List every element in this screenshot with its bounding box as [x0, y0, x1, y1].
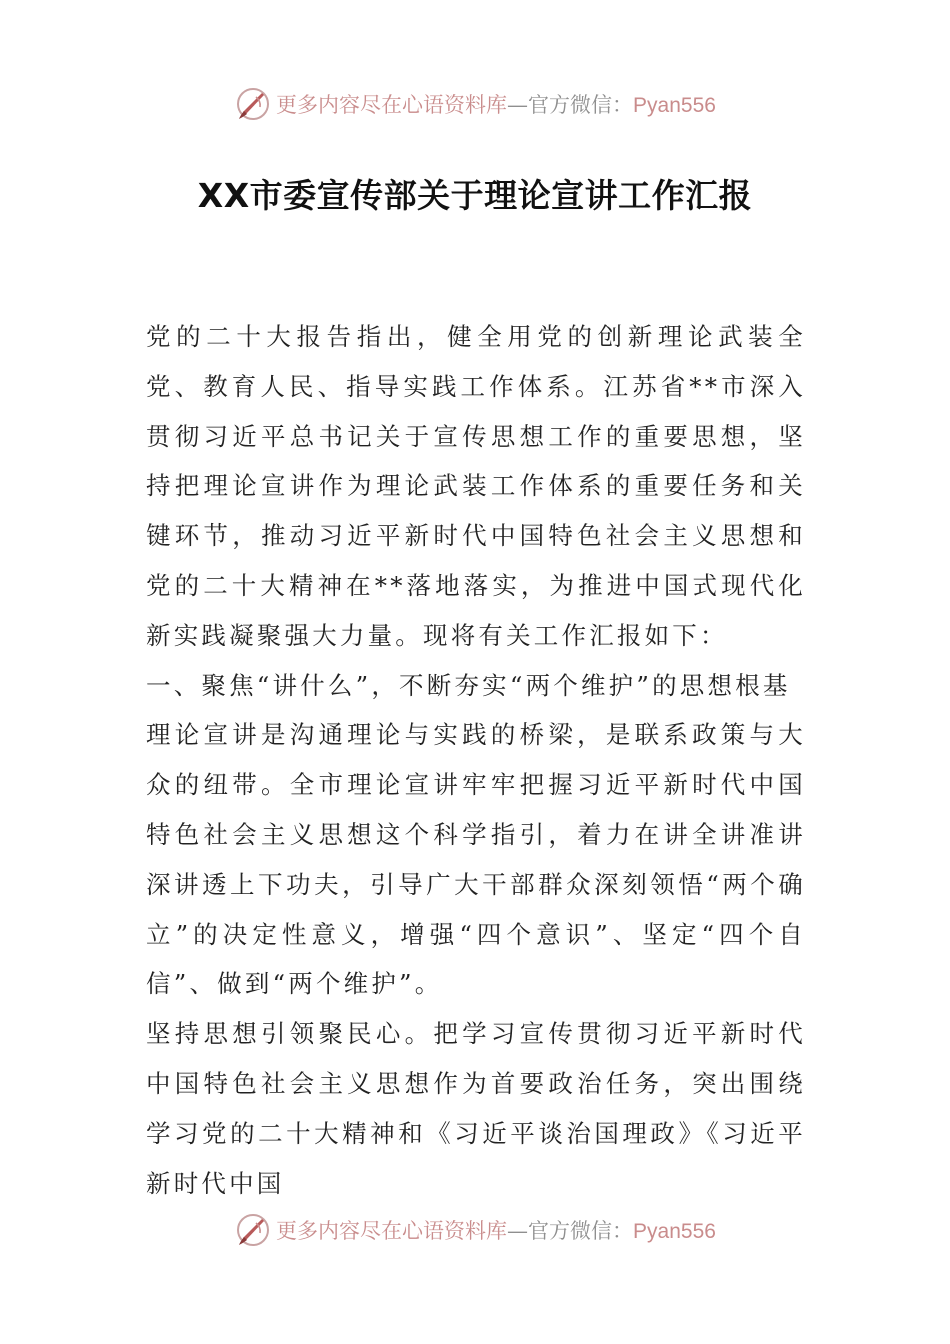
quill-seal-logo-icon	[234, 85, 272, 123]
quill-seal-logo-icon	[234, 1211, 272, 1249]
paragraph-intro: 党的二十大报告指出，健全用党的创新理论武装全党、教育人民、指导实践工作体系。江苏省**市深入贯彻习近平总书记关于宣传思想工作的重要思想，坚持把理论宣讲作为理论武装工作体系的重要任务和关键环节，推动习近平新时代中国特色社会主义思想和党的二十大精神在**落地落实，为推进中国式现代化新实践凝聚强大力量。现将有关工作汇报如下：	[146, 322, 806, 650]
watermark-sub: 官方微信：	[528, 93, 634, 117]
watermark-banner-bottom	[0, 1210, 950, 1250]
watermark-main: 更多内容尽在心语资料库	[276, 93, 508, 117]
watermark-id: Pyan556	[633, 94, 716, 117]
watermark-dash: —	[507, 93, 529, 117]
watermark-main: 更多内容尽在心语资料库	[276, 1219, 508, 1243]
watermark-dash: —	[507, 1219, 529, 1243]
watermark-sub: 官方微信：	[528, 1219, 634, 1243]
watermark-text	[276, 1215, 716, 1245]
paragraph-thought-leadership: 坚持思想引领聚民心。把学习宣传贯彻习近平新时代中国特色社会主义思想作为首要政治任务，突出围绕学习党的二十大精神和《习近平谈治国理政》《习近平新时代中国	[146, 1019, 806, 1198]
watermark-banner-top	[0, 84, 950, 124]
document-title: XX市委宣传部关于理论宣讲工作汇报	[197, 176, 753, 215]
document-body	[146, 312, 806, 1208]
watermark-text	[276, 89, 716, 119]
paragraph-section-1: 理论宣讲是沟通理论与实践的桥梁，是联系政策与大众的纽带。全市理论宣讲牢牢把握习近平新时代中国特色社会主义思想这个科学指引，着力在讲全讲准讲深讲透上下功夫，引导广大干部群众深刻领悟“两个确立”的决定性意义，增强“四个意识”、坚定“四个自信”、做到“两个维护”。	[146, 720, 806, 999]
section-heading-1: 一、聚焦“讲什么”，不断夯实“两个维护”的思想根基	[146, 670, 791, 700]
watermark-id: Pyan556	[633, 1220, 716, 1243]
